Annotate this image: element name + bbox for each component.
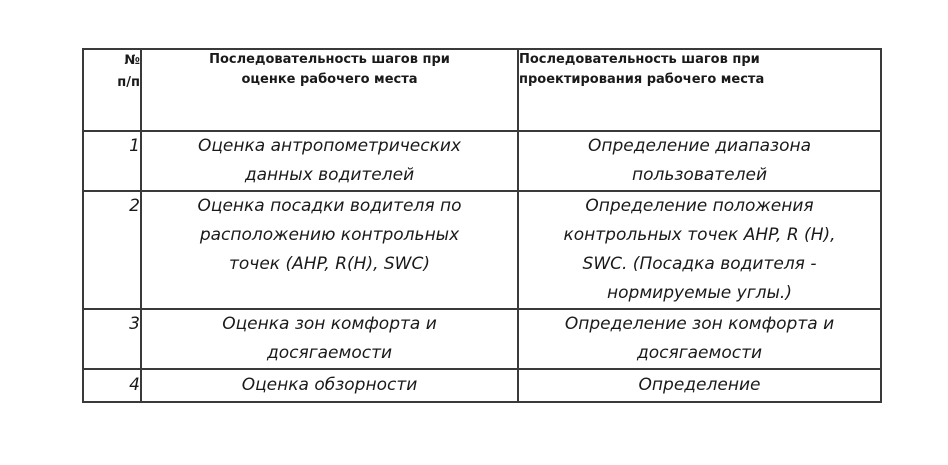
cell-line: Определение зон комфорта и — [564, 314, 835, 334]
design-cell — [518, 369, 881, 402]
table-row — [83, 191, 881, 309]
header-right-line: Последовательность шагов при — [519, 52, 760, 67]
cell-line: Оценка зон комфорта и — [222, 314, 437, 334]
cell-line: точек (AHP, R(H), SWC) — [228, 254, 430, 274]
header-num-line: п/п — [117, 75, 140, 90]
cell-line: данных водителей — [244, 165, 415, 185]
row-number: 3 — [83, 309, 141, 369]
cell-line: Оценка посадки водителя по — [197, 196, 462, 216]
header-num — [83, 49, 141, 131]
cell-line: пользователей — [631, 165, 767, 185]
cell-line: Определение положения — [585, 196, 814, 216]
cell-line: Оценка антропометрических — [197, 136, 461, 156]
row-number: 2 — [83, 191, 141, 309]
header-left-line: оценке рабочего места — [241, 72, 418, 87]
cell-line: досягаемости — [636, 343, 763, 363]
table-header-row — [83, 49, 881, 131]
cell-line: SWC. (Посадка водителя - — [582, 254, 817, 274]
cell-line: досягаемости — [266, 343, 393, 363]
assessment-cell — [141, 309, 518, 369]
table-row — [83, 131, 881, 191]
header-assessment-steps — [141, 49, 518, 131]
cell-line: Определение — [638, 375, 761, 395]
table-row — [83, 309, 881, 369]
assessment-cell — [141, 191, 518, 309]
design-cell — [518, 131, 881, 191]
cell-line: контрольных точек AHP, R (H), — [563, 225, 836, 245]
assessment-cell — [141, 369, 518, 402]
cell-line: расположению контрольных — [199, 225, 460, 245]
header-right-line: проектирования рабочего места — [519, 72, 765, 87]
design-cell — [518, 309, 881, 369]
cell-line: нормируемые углы.) — [607, 283, 792, 303]
cell-line: Определение диапазона — [587, 136, 812, 156]
header-design-steps — [518, 49, 881, 131]
table-row — [83, 369, 881, 402]
steps-table — [82, 48, 882, 403]
header-num-line: № — [124, 53, 140, 68]
assessment-cell — [141, 131, 518, 191]
header-left-line: Последовательность шагов при — [209, 52, 450, 67]
row-number: 4 — [83, 369, 141, 402]
row-number: 1 — [83, 131, 141, 191]
design-cell — [518, 191, 881, 309]
cell-line: Оценка обзорности — [241, 375, 418, 395]
